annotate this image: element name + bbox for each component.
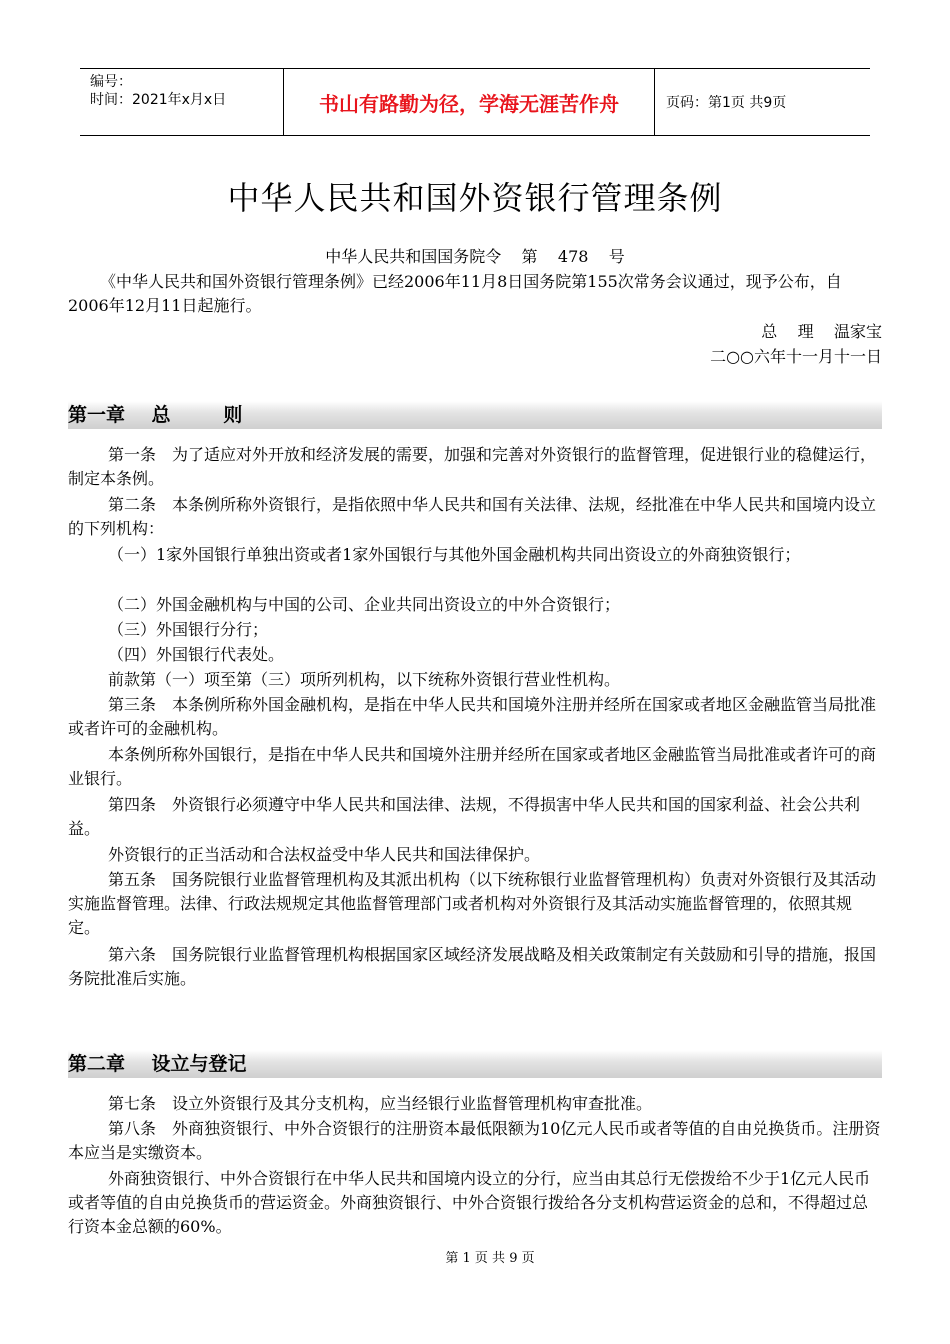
paragraph: 第六条 国务院银行业监督管理机构根据国家区域经济发展战略及相关政策制定有关鼓励和引导的措施，报国务院批准后实施。 bbox=[68, 945, 877, 988]
paragraph: 第八条 外商独资银行、中外合资银行的注册资本最低限额为10亿元人民币或者等值的自由兑换货币。注册资本应当是实缴资本。 bbox=[68, 1119, 881, 1162]
paragraph: （三）外国银行分行； bbox=[108, 620, 269, 639]
paragraph: 外商独资银行、中外合资银行在中华人民共和国境内设立的分行，应当由其总行无偿拨给不少于1亿元人民币或者等值的自由兑换货币的营运资金。外商独资银行、中外合资银行拨给各分支机构营运资金的总和，不得超过总行资本金总额的60%。 bbox=[68, 1169, 871, 1236]
signature-date: 二○○六年十一月十一日 bbox=[710, 347, 882, 366]
paragraph: 第一条 为了适应对外开放和经济发展的需要，加强和完善对外资银行的监督管理，促进银行业的稳健运行，制定本条例。 bbox=[68, 445, 877, 488]
header-motto: 书山有路勤为径，学海无涯苦作舟 bbox=[283, 69, 655, 135]
paragraph: （一）1家外国银行单独出资或者1家外国银行与其他外国金融机构共同出资设立的外商独资银行； bbox=[108, 545, 801, 564]
order-line: 中华人民共和国国务院令 第 478 号 bbox=[325, 247, 625, 266]
number-label: 编号： bbox=[90, 74, 132, 90]
page-footer: 第 1 页 共 9 页 bbox=[445, 1251, 535, 1266]
paragraph: （四）外国银行代表处。 bbox=[108, 645, 285, 664]
chapter-heading: 第一章 总 则 bbox=[68, 401, 882, 429]
time-label: 时间：2021年x月x日 bbox=[90, 92, 227, 108]
header-page-label: 页码：第1页 共9页 bbox=[666, 95, 787, 111]
paragraph: 第三条 本条例所称外国金融机构，是指在中华人民共和国境外注册并经所在国家或者地区金融监管当局批准或者许可的金融机构。 bbox=[68, 695, 877, 738]
paragraph: 外资银行的正当活动和合法权益受中华人民共和国法律保护。 bbox=[108, 845, 541, 864]
document-header bbox=[80, 68, 870, 136]
paragraph: 前款第（一）项至第（三）项所列机构，以下统称外资银行营业性机构。 bbox=[108, 670, 621, 689]
intro-paragraph: 《中华人民共和国外资银行管理条例》已经2006年11月8日国务院第155次常务会议通过，现予公布，自2006年12月11日起施行。 bbox=[68, 272, 842, 315]
paragraph: （二）外国金融机构与中国的公司、企业共同出资设立的中外合资银行； bbox=[108, 595, 621, 614]
document-title: 中华人民共和国外资银行管理条例 bbox=[227, 179, 723, 217]
signature-premier: 总 理 温家宝 bbox=[761, 322, 882, 341]
header-meta bbox=[80, 69, 283, 135]
paragraph: 第七条 设立外资银行及其分支机构，应当经银行业监督管理机构审查批准。 bbox=[108, 1094, 653, 1113]
paragraph: 本条例所称外国银行，是指在中华人民共和国境外注册并经所在国家或者地区金融监管当局批准或者许可的商业银行。 bbox=[68, 745, 877, 788]
chapter-heading: 第二章 设立与登记 bbox=[68, 1050, 882, 1078]
paragraph: 第五条 国务院银行业监督管理机构及其派出机构（以下统称银行业监督管理机构）负责对外资银行及其活动实施监督管理。法律、行政法规规定其他监督管理部门或者机构对外资银行及其活动实施监督管理的，依照其规定。 bbox=[68, 870, 877, 937]
paragraph: 第二条 本条例所称外资银行，是指依照中华人民共和国有关法律、法规，经批准在中华人民共和国境内设立的下列机构： bbox=[68, 495, 877, 538]
paragraph: 第四条 外资银行必须遵守中华人民共和国法律、法规，不得损害中华人民共和国的国家利益、社会公共利益。 bbox=[68, 795, 861, 838]
